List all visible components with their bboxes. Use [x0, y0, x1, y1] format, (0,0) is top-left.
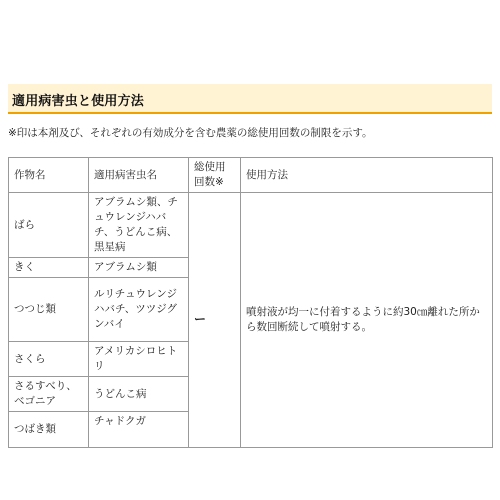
table-header-row	[9, 158, 493, 193]
section-header	[8, 84, 492, 114]
crop-cell: つつじ類	[9, 278, 89, 342]
header-method: 使用方法	[241, 158, 493, 193]
pest-cell: うどんこ病	[89, 377, 189, 412]
pest-cell: チャドクガ	[89, 412, 189, 448]
crop-cell: さるすべり、ベゴニア	[9, 377, 89, 412]
header-pest: 適用病害虫名	[89, 158, 189, 193]
crop-cell: きく	[9, 258, 89, 278]
pest-cell: アブラムシ類	[89, 258, 189, 278]
usage-table	[8, 157, 493, 448]
crop-cell: つばき類	[9, 412, 89, 448]
method-cell: 噴射液が均一に付着するように約30㎝離れた所から数回断続して噴射する。	[241, 193, 493, 448]
table-row	[9, 193, 493, 258]
pest-cell: アメリカシロヒトリ	[89, 342, 189, 377]
pest-cell: アブラムシ類、チュウレンジハバチ、うどんこ病、黒星病	[89, 193, 189, 258]
usage-note: ※印は本剤及び、それぞれの有効成分を含む農薬の総使用回数の制限を示す。	[8, 127, 373, 139]
header-crop: 作物名	[9, 158, 89, 193]
crop-cell: さくら	[9, 342, 89, 377]
pest-cell: ルリチュウレンジハバチ、ツツジグンバイ	[89, 278, 189, 342]
total-uses-cell	[189, 193, 241, 448]
section-title: 適用病害虫と使用方法	[12, 94, 145, 109]
total-uses-value: ー	[194, 312, 207, 326]
crop-cell: ばら	[9, 193, 89, 258]
header-total-uses: 総使用回数※	[189, 158, 241, 193]
